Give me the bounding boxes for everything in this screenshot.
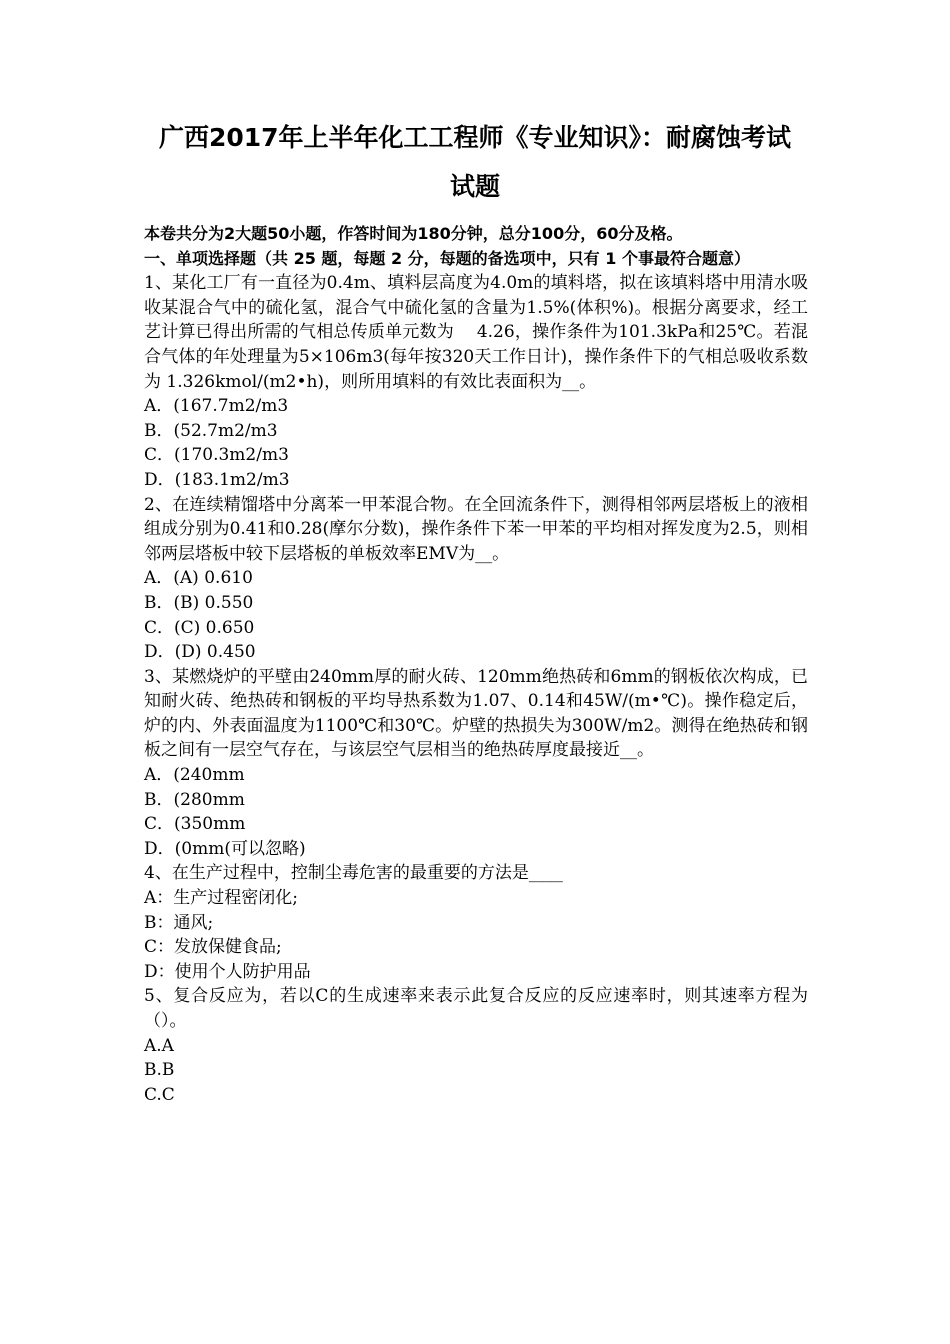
document-title-line-2: 试题 xyxy=(449,172,500,201)
question-3 xyxy=(144,665,808,862)
option-a: A．(240mm xyxy=(144,765,245,786)
exam-intro: 本卷共分为2大题50小题，作答时间为180分钟，总分100分，60分及格。 xyxy=(144,224,683,243)
option-d: D．(0mm(可以忽略) xyxy=(144,838,306,859)
question-text: 3、某燃烧炉的平壁由240mm厚的耐火砖、120mm绝热砖和6mm的钢板依次构成，已知耐火砖、绝热砖和钢板的平均导热系数为1.07、0.14和45W/(m•℃)。操作稳定后，炉的内、外表面温度为1100℃和30℃。炉壁的热损失为300W/m2。测得在绝热砖和钢板之间有一层空气存在，与该层空气层相当的绝热砖厚度最接近__。 xyxy=(144,666,808,761)
question-4 xyxy=(144,861,808,984)
option-b: B．(B) 0.550 xyxy=(144,592,254,613)
document-body xyxy=(144,222,808,1107)
option-a: A：生产过程密闭化; xyxy=(144,888,299,909)
option-d: D：使用个人防护用品 xyxy=(144,961,311,982)
question-5 xyxy=(144,984,808,1107)
option-c: C.C xyxy=(144,1084,175,1105)
option-a: A．(167.7m2/m3 xyxy=(144,396,289,417)
question-text: 1、某化工厂有一直径为0.4m、填料层高度为4.0m的填料塔，拟在该填料塔中用清水吸收某混合气中的硫化氢，混合气中硫化氢的含量为1.5%(体积%)。根据分离要求，经工艺计算已得出所需的气相总传质单元数为 4.26，操作条件为101.3kPa和25℃。若混合气体的年处理量为5×106m3(每年按320天工作日计)，操作条件下的气相总吸收系数为 1.326kmol/(m2•h)，则所用填料的有效比表面积为__。 xyxy=(144,273,808,392)
question-text: 2、在连续精馏塔中分离苯一甲苯混合物。在全回流条件下，测得相邻两层塔板上的液相组成分别为0.41和0.28(摩尔分数)，操作条件下苯一甲苯的平均相对挥发度为2.5，则相邻两层塔板中较下层塔板的单板效率EMV为__。 xyxy=(144,494,808,564)
option-d: D．(D) 0.450 xyxy=(144,642,256,663)
option-a: A．(A) 0.610 xyxy=(144,568,253,589)
document-title-line-1: 广西2017年上半年化工工程师《专业知识》：耐腐蚀考试 xyxy=(158,123,792,152)
section-heading: 一、单项选择题（共 25 题，每题 2 分，每题的备选项中，只有 1 个事最符合题意） xyxy=(144,248,750,268)
option-b: B．(280mm xyxy=(144,789,245,810)
option-c: C．(350mm xyxy=(144,814,246,835)
question-2 xyxy=(144,493,808,665)
question-text: 4、在生产过程中，控制尘毒危害的最重要的方法是____ xyxy=(144,863,563,884)
option-c: C．(170.3m2/m3 xyxy=(144,445,289,466)
question-1 xyxy=(144,271,808,492)
option-c: C：发放保健食品; xyxy=(144,937,282,958)
option-b: B：通风; xyxy=(144,912,214,933)
option-c: C．(C) 0.650 xyxy=(144,617,255,638)
option-b: B．(52.7m2/m3 xyxy=(144,420,278,441)
option-d: D．(183.1m2/m3 xyxy=(144,469,290,490)
option-a: A.A xyxy=(144,1035,174,1056)
question-text: 5、复合反应为，若以C的生成速率来表示此复合反应的反应速率时，则其速率方程为（）。 xyxy=(144,986,808,1031)
option-b: B.B xyxy=(144,1060,175,1081)
